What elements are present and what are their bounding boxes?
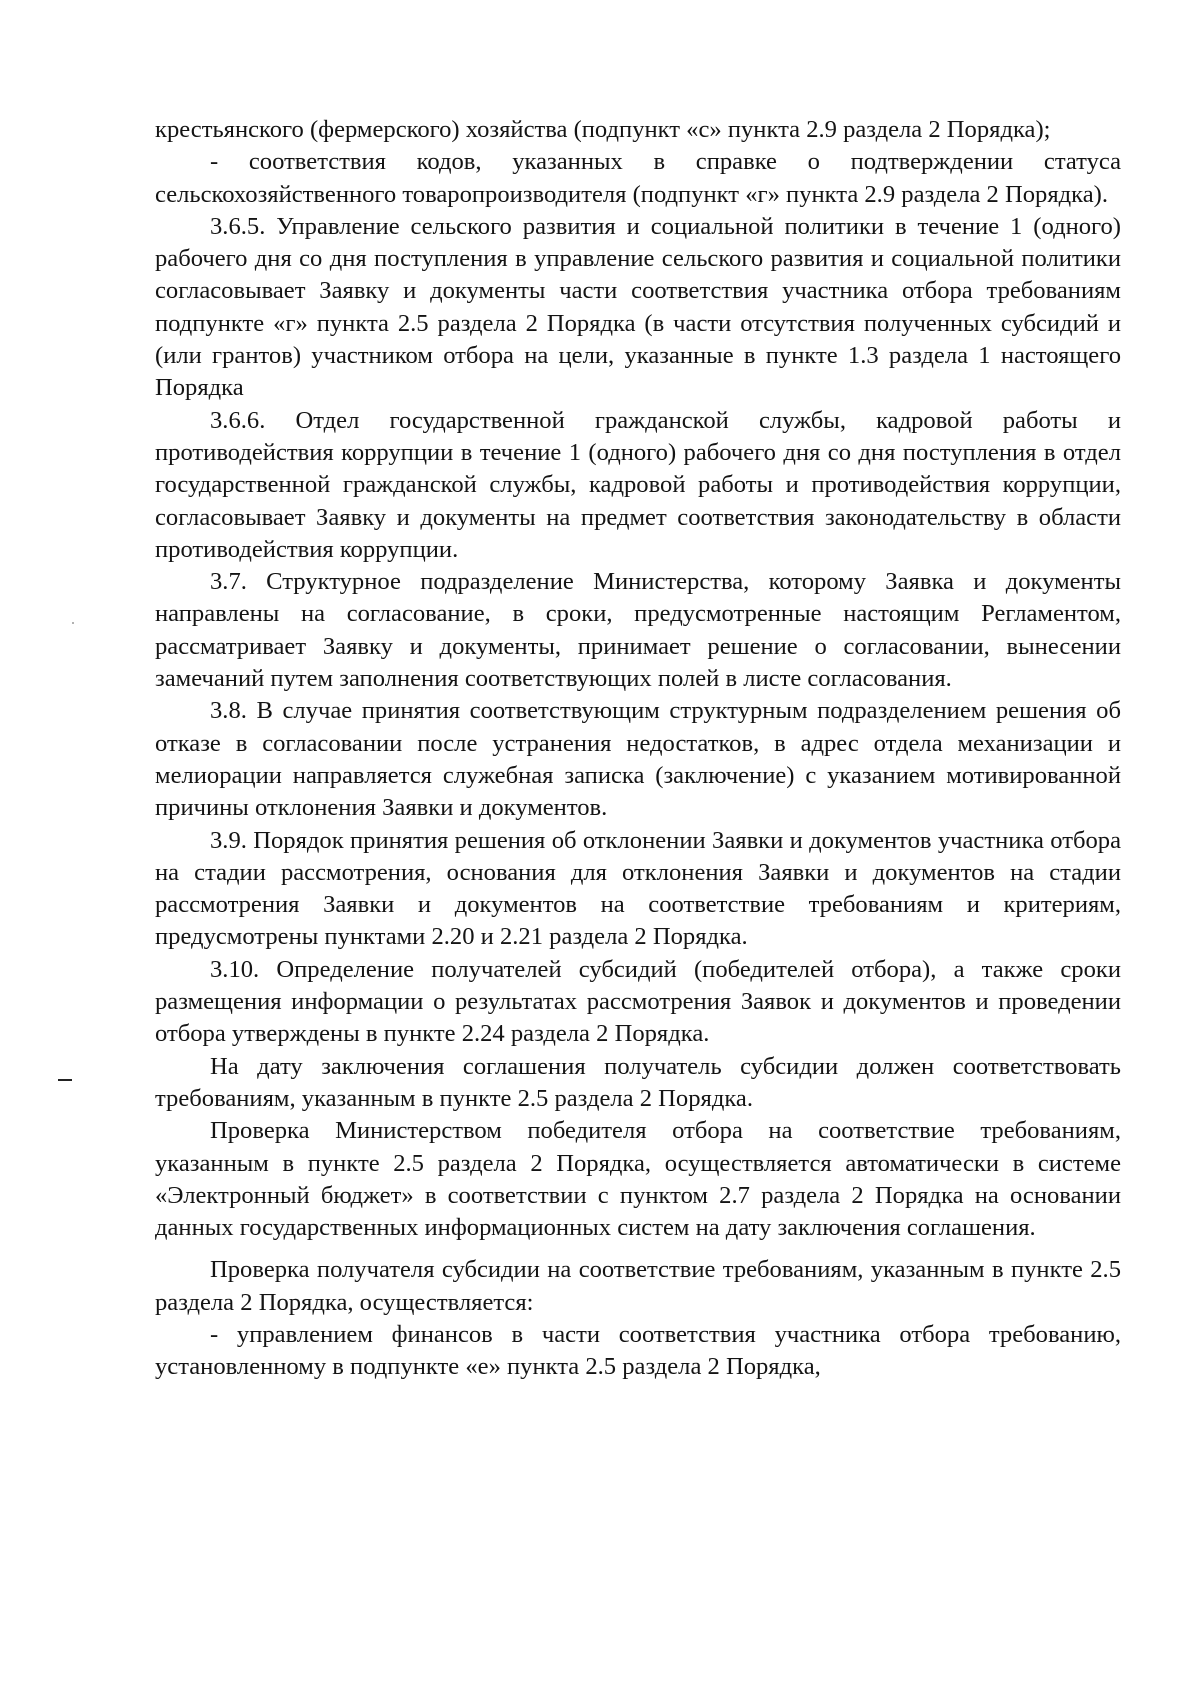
paragraph-list-item-codes: - соответствия кодов, указанных в справке о подтверждении статуса сельскохозяйственного товаропроизводителя (подпункт «г» пункта 2.9 раздела 2 Порядка). [155, 148, 1121, 208]
paragraph-recipient-check: Проверка получателя субсидии на соответствие требованиям, указанным в пункте 2.5 раздела 2 Порядка, осуществляется: [155, 1256, 1121, 1316]
paragraph-3-8: 3.8. В случае принятия соответствующим структурным подразделением решения об отказе в согласовании после устранения недостатков, в адрес отдела механизации и мелиорации направляется служебная записка (заключение) с указанием мотивированной причины отклонения Заявки и документов. [155, 697, 1121, 822]
scan-speck [72, 622, 74, 624]
margin-dash-mark [58, 1079, 72, 1081]
paragraph-3-7: 3.7. Структурное подразделение Министерства, которому Заявка и документы направлены на согласование, в сроки, предусмотренные настоящим Регламентом, рассматривает Заявку и документы, принимает решение о согласовании, вынесении замечаний путем заполнения соответствующих полей в листе согласования. [155, 568, 1121, 693]
document-body [155, 114, 1121, 1384]
paragraph-3-6-5: 3.6.5. Управление сельского развития и социальной политики в течение 1 (одного) рабочего дня со дня поступления в управление сельского развития и социальной политики согласовывает Заявку и документы части соответствия участника отбора требованиям подпункте «г» пункта 2.5 раздела 2 Порядка (в части отсутствия полученных субсидий и (или грантов) участником отбора на цели, указанные в пункте 1.3 раздела 1 настоящего Порядка [155, 212, 1121, 402]
paragraph-3-6-6: 3.6.6. Отдел государственной гражданской службы, кадровой работы и противодействия коррупции в течение 1 (одного) рабочего дня со дня поступления в отдел государственной гражданской службы, кадровой работы и противодействия коррупции, согласовывает Заявку и документы на предмет соответствия законодательству в области противодействия коррупции. [155, 406, 1121, 563]
paragraph-continuation: крестьянского (фермерского) хозяйства (подпункт «с» пункта 2.9 раздела 2 Порядка); [155, 116, 1051, 143]
paragraph-3-10: 3.10. Определение получателей субсидий (победителей отбора), а также сроки размещения информации о результатах рассмотрения Заявок и документов и проведении отбора утверждены в пункте 2.24 раздела 2 Порядка. [155, 955, 1121, 1048]
paragraph-ministry-check: Проверка Министерством победителя отбора на соответствие требованиям, указанным в пункте 2.5 раздела 2 Порядка, осуществляется автоматически в системе «Электронный бюджет» в соответствии с пунктом 2.7 раздела 2 Порядка на основании данных государственных информационных систем на дату заключения соглашения. [155, 1117, 1121, 1242]
paragraph-agreement-date: На дату заключения соглашения получатель субсидии должен соответствовать требованиям, указанным в пункте 2.5 раздела 2 Порядка. [155, 1052, 1121, 1112]
paragraph-list-item-finance: - управлением финансов в части соответствия участника отбора требованию, установленному в подпункте «е» пункта 2.5 раздела 2 Порядка, [155, 1320, 1121, 1381]
paragraph-3-9: 3.9. Порядок принятия решения об отклонении Заявки и документов участника отбора на стадии рассмотрения, основания для отклонения Заявки и документов на стадии рассмотрения Заявки и документов на соответствие требованиям и критериям, предусмотрены пунктами 2.20 и 2.21 раздела 2 Порядка. [155, 826, 1121, 951]
